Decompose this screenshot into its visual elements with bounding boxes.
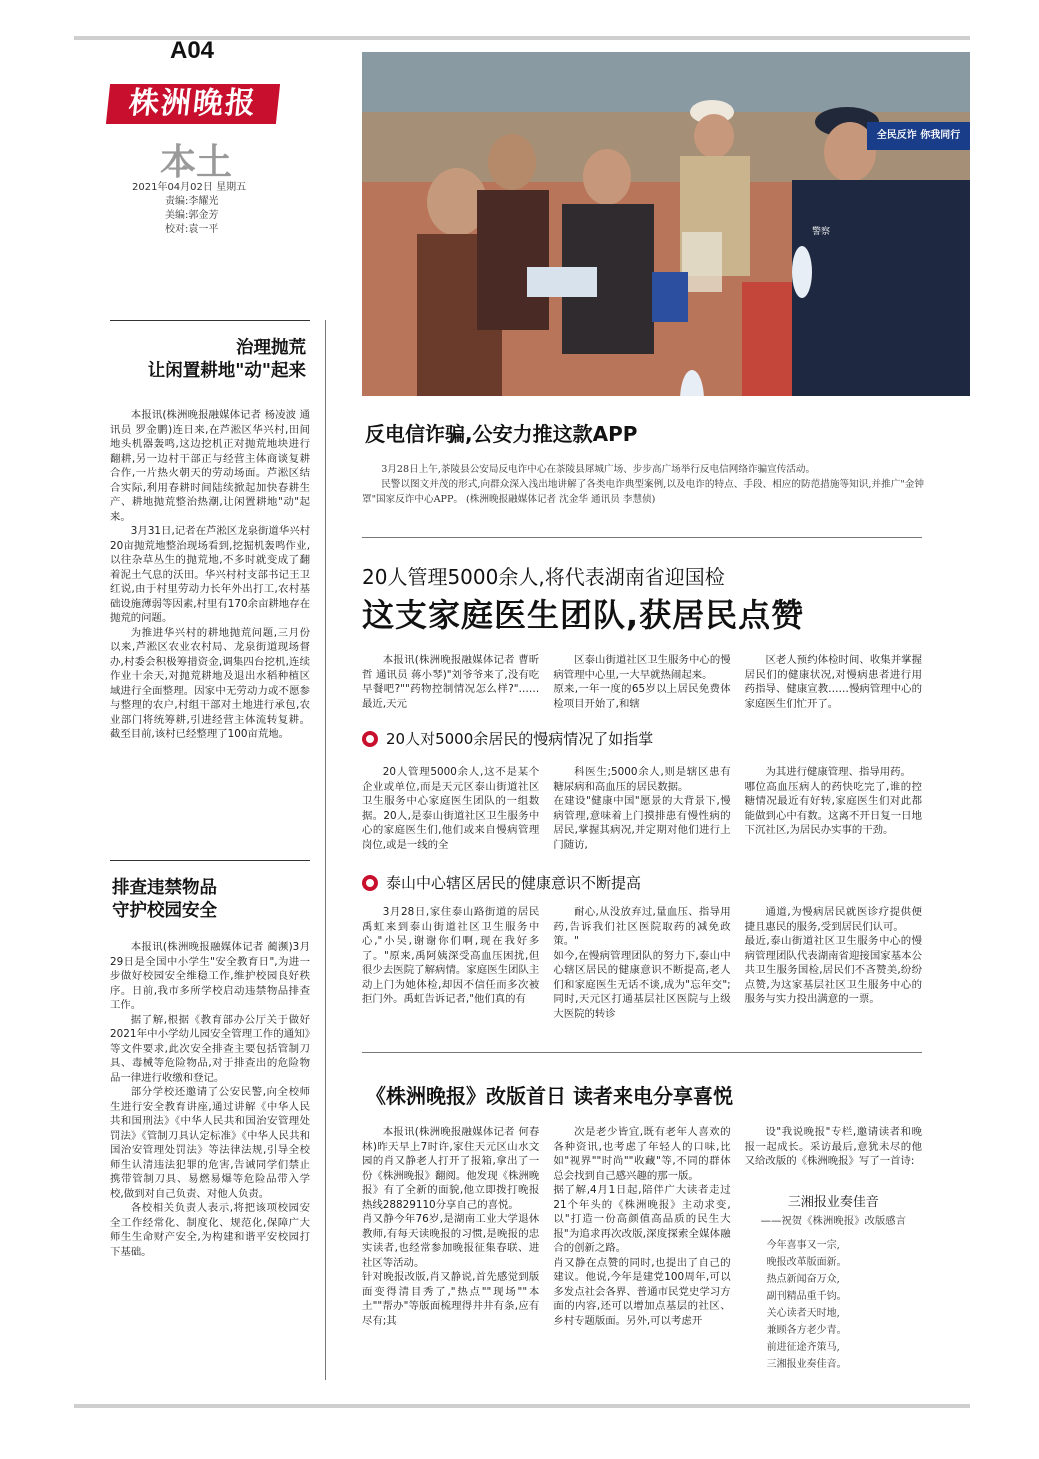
farmland-para: 3月31日,记者在芦淞区龙泉街道华兴村20亩抛荒地整治现场看到,挖掘机轰鸣作业,以往杂草丛生的抛荒地,不多时就变成了翻着泥土气息的沃田。华兴村村支部书记王卫红说,由于村里劳动力长年外出打工,农村基础设施薄弱等因素,村里有170余亩耕地存在抛荒的问题。 (110, 525, 310, 624)
page-number: A04 (170, 37, 215, 64)
poem-subtitle: ——祝贺《株洲晚报》改版感言 (760, 1214, 907, 1227)
school-headline-line2: 守护校园安全 (112, 901, 217, 921)
issue-date: 2021年04月02日 星期五 (132, 182, 247, 193)
app-headline: 反电信诈骗,公安力推这款APP (365, 422, 638, 446)
doctor-sec2-col: 通道,为慢病居民就医诊疗提供便捷且惠民的服务,受到居民们认可。 最近,泰山街道社区卫生服务中心的慢病管理团队代表湖南省迎接国家基本公共卫生服务国检,居民们不吝赞美,纷纷点赞,为这家基层社区卫生服务中心的服务与实力投出满意的一票。 (744, 906, 922, 1005)
doctor-kicker: 20人管理5000余人,将代表湖南省迎国检 (362, 565, 725, 589)
app-caption-line: 民警以图文并茂的形式,向群众深入浅出地讲解了各类电诈典型案例,以及电诈的特点、手段、相应的防范措施等知识,并推广"金钟罩"国家反诈中心APP。 (株洲晚报融媒体记者 沈金华 通讯员 李慧侦) (362, 479, 924, 505)
logo-text: 株洲晚报 (127, 86, 259, 121)
newspaper-body (362, 1125, 922, 1373)
newspaper-headline: 《株洲晚报》改版首日 读者来电分享喜悦 (366, 1084, 733, 1108)
newspaper-col: 次是老少皆宜,既有老年人喜欢的各种资讯,也考虑了年轻人的口味,比如"视界""时尚""收藏"等,不同的群体总会找到自己感兴趣的那一版。 据了解,4月1日起,陪伴广大读者走过21个年头的《株洲晚报》主动求变,以"打造一份高颜值高品质的民生大报"为追求再次改版,深度探索全媒体融合的创新之路。 肖又静在点赞的同时,也提出了自己的建议。他说,今年是建党100周年,可以多发点社会各界、普通市民党史学习方面的内容,还可以增加点基层的社区、乡村专题版面。另外,可以考虑开 (553, 1126, 731, 1327)
doctor-sec1-col: 为其进行健康管理、指导用药。 哪位高血压病人的药快吃完了,谁的控糖情况最近有好转,家庭医生们对此都能做到心中有数。这离不开日复一日地下沉社区,为居民办实事的干劲。 (744, 766, 922, 836)
farmland-para: 为推进华兴村的耕地抛荒问题,三月份以来,芦淞区农业农村局、龙泉街道现场督办,村委会积极筹措资金,调集四台挖机,连续作业十余天,对抛荒耕地及退出水稻种植区域进行全面整理。因家中无劳动力或不愿参与整理的农户,村组干部对土地进行承包,农业部门将统筹耕,引进经营主体流转复耕。截至目前,该村已经整理了100亩荒地。 (110, 626, 310, 740)
doctor-headline: 这支家庭医生团队,获居民点赞 (362, 596, 805, 634)
poem-line: 今年喜事又一宗, (766, 1239, 840, 1251)
app-caption-line: 3月28日上午,茶陵县公安局反电诈中心在茶陵县犀城广场、步步高广场举行反电信网络诈骗宣传活动。 (381, 464, 816, 475)
poem-line: 热点新闻奋万众, (766, 1273, 840, 1285)
doctor-subhead-1 (362, 728, 653, 749)
app-caption (362, 462, 924, 507)
newspaper-col: 本报讯(株洲晚报融媒体记者 何春林)昨天早上7时许,家住天元区山水文园的肖又静老人打开了报箱,拿出了一份《株洲晚报》翻阅。他发现《株洲晚报》有了全新的面貌,他立即拨打晚报热线28829110分享自己的喜悦。 肖又静今年76岁,是湖南工业大学退休教师,有每天读晚报的习惯,是晚报的忠实读者,也经常参加晚报征集春联、进社区等活动。 针对晚报改版,肖又静说,首先感觉到版面变得清目秀了,"热点""现场""本土""帮办"等版面梳理得井井有条,应有尽有;其 (362, 1126, 540, 1327)
doctor-section-1 (362, 765, 922, 852)
poem-line: 副刊精品重千钧。 (766, 1290, 847, 1302)
school-para: 部分学校还邀请了公安民警,向全校师生进行安全教育讲座,通过讲解《中华人民共和国刑法》《中华人民共和国治安管理处罚法》《管制刀具认定标准》《中华人民共和国治安管理处罚法》等法律法规,引导全校师生认清违法犯罪的危害,告诫同学们禁止携带管制刀具、易燃易爆等危险品带入学校,做到对自己负责、对他人负责。 (110, 1086, 310, 1200)
bullet-ring-icon (362, 731, 378, 747)
story-rule (110, 320, 310, 321)
school-para: 据了解,根据《教育部办公厅关于做好2021年中小学幼儿园安全管理工作的通知》等文件要求,此次安全排查主要包括管制刀具、毒械等危险物品,对于排查出的危险物品一律进行收缴和登记。 (110, 1013, 310, 1084)
school-headline (80, 877, 240, 923)
school-para: 各校相关负责人表示,将把该项校园安全工作经常化、制度化、规范化,保障广大师生生命财产安全,为构建和谐平安校园打下基础。 (110, 1202, 310, 1258)
doctor-intro-col: 本报讯(株洲晚报融媒体记者 曹昕哲 通讯员 蒋小琴)"刘爷爷来了,没有吃早餐吧?""药物控制情况怎么样?"……最近,天元 (362, 654, 540, 710)
poem-line: 晚报改革版面新。 (766, 1256, 847, 1268)
photo-banner: 全民反诈 你我同行 (876, 130, 961, 141)
school-para: 本报讯(株洲晚报融媒体记者 蔺濒)3月29日是全国中小学生"安全教育日",为进一步做好校园安全维稳工作,维护校园良好秩序。日前,我市多所学校启动违禁物品排查工作。 (110, 941, 310, 1011)
newspaper-col-3 (745, 1125, 922, 1373)
farmland-para: 本报讯(株洲晚报融媒体记者 杨凌波 通讯员 罗金鹏)连日来,在芦淞区华兴村,田间地头机器轰鸣,这边挖机正对抛荒地块进行翻耕,另一边村干部正与经营主体商谈复耕合作,一片热火朝天的劳动场面。芦淞区结合实际,利用春耕时间陆续掀起加快春耕生产、耕地抛荒整治热潮,让闲置耕地"动"起来。 (110, 409, 310, 523)
doctor-intro (362, 653, 922, 711)
poem-line: 前进征途齐策马, (766, 1341, 840, 1353)
poem-title: 三湘报业奏佳音 (787, 1194, 879, 1210)
poem-line: 关心读者天时地, (766, 1307, 840, 1319)
doctor-intro-col: 区老人预约体检时间、收集并掌握居民们的健康状况,对慢病患者进行用药指导、健康宣教……慢病管理中心的家庭医生们忙开了。 (744, 654, 922, 710)
designer-credit: 美编:郭金芳 (165, 210, 219, 221)
editor-credit: 责编:李耀光 (165, 196, 219, 207)
doctor-sec1-col: 20人管理5000余人,这不是某个企业或单位,而是天元区泰山街道社区卫生服务中心家庭医生团队的一组数据。20人,是泰山街道社区卫生服务中心的家庭医生们,他们或来自慢病管理岗位,或是一线的全 (362, 766, 540, 851)
poem-line: 兼顾各方老少青。 (766, 1324, 847, 1336)
doctor-sec2-col: 耐心,从没放弃过,量血压、指导用药,告诉我们社区医院取药的减免政策。" 如今,在慢病管理团队的努力下,泰山中心辖区居民的健康意识不断提高,老人们和家庭医生无话不谈,成为"忘年交";同时,天元区打通基层社区医院与上级大医院的转诊 (553, 906, 731, 1020)
proofreader-credit: 校对:袁一平 (165, 224, 219, 235)
doctor-sec2-col: 3月28日,家住泰山路街道的居民禹虹来到泰山街道社区卫生服务中心,"小吴,谢谢你们啊,现在我好多了。"原来,禹阿姨深受高血压困扰,但很少去医院了解病情。家庭医生团队主动上门为她体检,却因不信任而多次被拒门外。禹虹告诉记者,"他们真的有 (362, 906, 540, 1005)
school-headline-line1: 排查违禁物品 (112, 878, 217, 898)
story-rule (362, 537, 922, 538)
farmland-headline-line1: 治理抛荒 (236, 338, 306, 358)
news-photo (362, 52, 970, 396)
bottom-rule (74, 1404, 970, 1408)
subhead-text: 20人对5000余居民的慢病情况了如指掌 (386, 730, 654, 748)
poem-line: 三湘报业奏佳音。 (766, 1358, 847, 1370)
doctor-intro-col: 区泰山街道社区卫生服务中心的慢病管理中心里,一大早就热闹起来。 原来,一年一度的65岁以上居民免费体检项目开始了,和辖 (553, 654, 731, 710)
newspaper-col: 设"我说晚报"专栏,邀请读者和晚报一起成长。采访最后,意犹未尽的他又给改版的《株洲晚报》写了一首诗: (744, 1126, 922, 1167)
doctor-sec1-col: 科医生;5000余人,则是辖区患有糖尿病和高血压的居民数据。 在建设"健康中国"愿景的大背景下,慢病管理,意味着上门摸排患有慢性病的居民,掌握其病况,并定期对他们进行上门随访, (553, 766, 731, 851)
poem-lines (745, 1237, 922, 1373)
photo-illustration (362, 52, 970, 396)
farmland-headline (80, 337, 306, 383)
farmland-body (110, 408, 310, 742)
bullet-ring-icon (362, 875, 378, 891)
farmland-headline-line2: 让闲置耕地"动"起来 (147, 361, 306, 381)
police-badge: 警察 (812, 227, 831, 237)
doctor-subhead-2 (362, 872, 641, 893)
section-title: 本土 (160, 141, 233, 183)
newspaper-logo (106, 84, 280, 124)
column-divider (325, 320, 326, 1380)
story-rule (362, 1052, 922, 1053)
doctor-section-2 (362, 905, 922, 1021)
school-body (110, 940, 310, 1259)
story-rule (110, 860, 310, 861)
subhead-text: 泰山中心辖区居民的健康意识不断提高 (386, 874, 642, 892)
